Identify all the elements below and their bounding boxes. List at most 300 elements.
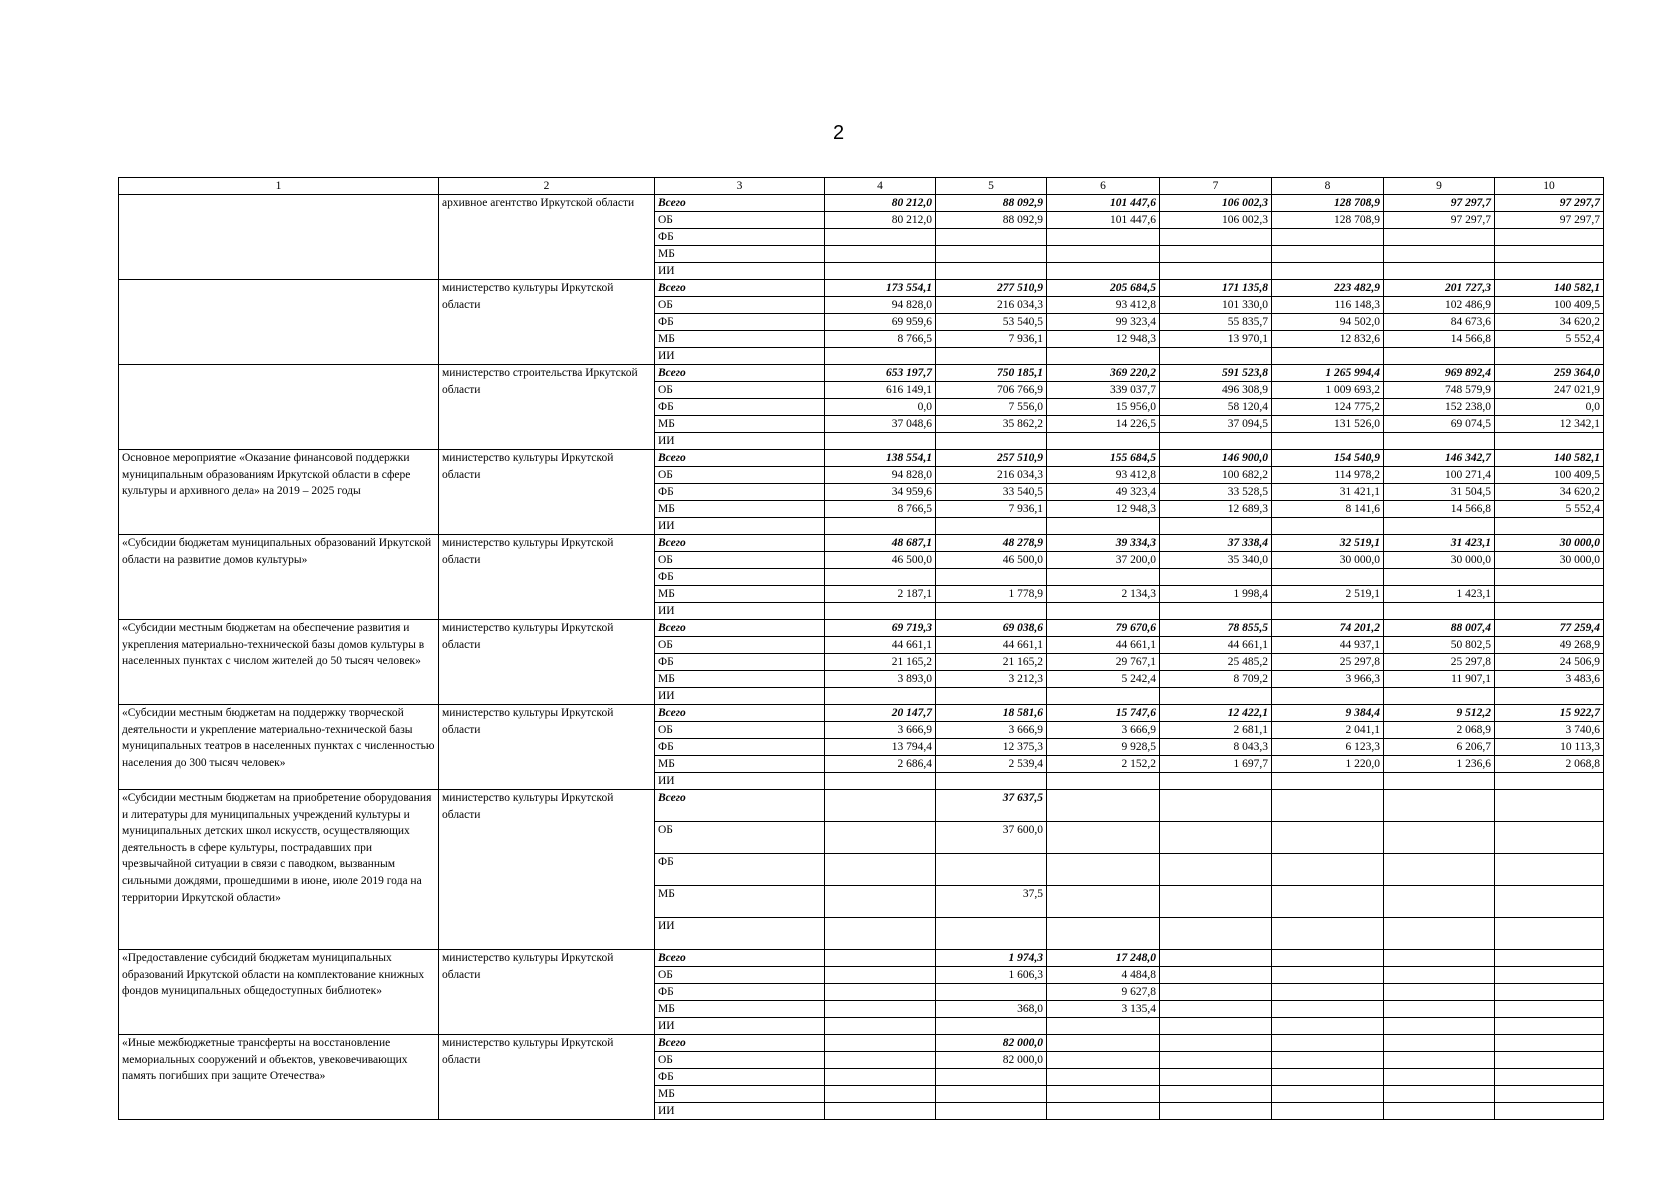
value-cell — [1160, 854, 1272, 886]
value-cell — [1495, 229, 1604, 246]
organization-cell: министерство строительства Иркутской области — [439, 365, 655, 450]
value-cell — [1047, 1086, 1160, 1103]
funding-source-cell: ОБ — [655, 722, 825, 739]
value-cell — [1495, 518, 1604, 535]
value-cell — [825, 1086, 936, 1103]
value-cell: 50 802,5 — [1384, 637, 1495, 654]
value-cell — [1047, 433, 1160, 450]
value-cell: 155 684,5 — [1047, 450, 1160, 467]
value-cell — [825, 263, 936, 280]
value-cell — [1047, 1035, 1160, 1052]
value-cell: 31 504,5 — [1384, 484, 1495, 501]
value-cell: 82 000,0 — [936, 1052, 1047, 1069]
value-cell: 116 148,3 — [1272, 297, 1384, 314]
value-cell: 34 959,6 — [825, 484, 936, 501]
value-cell — [1272, 1086, 1384, 1103]
value-cell: 8 766,5 — [825, 331, 936, 348]
value-cell: 88 092,9 — [936, 195, 1047, 212]
value-cell — [825, 229, 936, 246]
organization-cell: министерство культуры Иркутской области — [439, 950, 655, 1035]
value-cell — [1495, 854, 1604, 886]
value-cell — [1047, 822, 1160, 854]
value-cell — [1272, 1069, 1384, 1086]
value-cell: 1 606,3 — [936, 967, 1047, 984]
value-cell — [936, 1018, 1047, 1035]
value-cell: 31 421,1 — [1272, 484, 1384, 501]
value-cell: 1 697,7 — [1160, 756, 1272, 773]
value-cell: 7 556,0 — [936, 399, 1047, 416]
value-cell — [1160, 790, 1272, 822]
funding-source-cell: ИИ — [655, 688, 825, 705]
value-cell: 3 666,9 — [936, 722, 1047, 739]
value-cell — [1272, 569, 1384, 586]
value-cell — [1495, 246, 1604, 263]
value-cell: 496 308,9 — [1160, 382, 1272, 399]
value-cell: 18 581,6 — [936, 705, 1047, 722]
value-cell: 277 510,9 — [936, 280, 1047, 297]
funding-source-cell: МБ — [655, 671, 825, 688]
value-cell — [936, 263, 1047, 280]
value-cell: 21 165,2 — [936, 654, 1047, 671]
value-cell — [1384, 1018, 1495, 1035]
value-cell — [936, 854, 1047, 886]
value-cell — [1047, 569, 1160, 586]
organization-cell: министерство культуры Иркутской области — [439, 280, 655, 365]
value-cell — [1384, 1001, 1495, 1018]
value-cell: 146 342,7 — [1384, 450, 1495, 467]
value-cell — [1047, 1018, 1160, 1035]
value-cell: 9 512,2 — [1384, 705, 1495, 722]
value-cell — [1160, 246, 1272, 263]
value-cell — [1384, 984, 1495, 1001]
value-cell — [825, 518, 936, 535]
value-cell: 216 034,3 — [936, 467, 1047, 484]
value-cell — [1384, 1103, 1495, 1120]
funding-source-cell: МБ — [655, 246, 825, 263]
value-cell — [1272, 967, 1384, 984]
funding-source-cell: ОБ — [655, 1052, 825, 1069]
value-cell — [825, 1035, 936, 1052]
funding-source-cell: ФБ — [655, 984, 825, 1001]
value-cell: 9 384,4 — [1272, 705, 1384, 722]
value-cell: 46 500,0 — [825, 552, 936, 569]
value-cell: 1 998,4 — [1160, 586, 1272, 603]
value-cell — [1047, 918, 1160, 950]
value-cell — [1272, 854, 1384, 886]
funding-source-cell: ФБ — [655, 654, 825, 671]
value-cell — [1160, 433, 1272, 450]
value-cell — [825, 967, 936, 984]
value-cell: 44 661,1 — [825, 637, 936, 654]
funding-source-cell: ИИ — [655, 773, 825, 790]
value-cell: 152 238,0 — [1384, 399, 1495, 416]
column-header: 6 — [1047, 178, 1160, 195]
value-cell — [1384, 854, 1495, 886]
value-cell — [1384, 246, 1495, 263]
value-cell: 15 956,0 — [1047, 399, 1160, 416]
column-header-row — [119, 178, 1604, 195]
value-cell — [1495, 790, 1604, 822]
value-cell: 74 201,2 — [1272, 620, 1384, 637]
value-cell — [1160, 918, 1272, 950]
value-cell: 37,5 — [936, 886, 1047, 918]
table-row — [119, 450, 1604, 467]
value-cell: 12 948,3 — [1047, 331, 1160, 348]
value-cell: 100 409,5 — [1495, 297, 1604, 314]
event-cell: «Субсидии местным бюджетам на поддержку творческой деятельности и укрепление материально-технической базы муниципальных театров в населенных пунктах с численностью населения до 300 тысяч человек» — [119, 705, 439, 790]
value-cell: 5 552,4 — [1495, 501, 1604, 518]
value-cell: 0,0 — [825, 399, 936, 416]
value-cell — [936, 773, 1047, 790]
value-cell: 12 422,1 — [1160, 705, 1272, 722]
value-cell: 35 862,2 — [936, 416, 1047, 433]
value-cell: 58 120,4 — [1160, 399, 1272, 416]
value-cell: 0,0 — [1495, 399, 1604, 416]
value-cell: 2 187,1 — [825, 586, 936, 603]
value-cell — [1160, 1001, 1272, 1018]
value-cell: 9 627,8 — [1047, 984, 1160, 1001]
column-header: 4 — [825, 178, 936, 195]
value-cell — [1160, 1035, 1272, 1052]
funding-source-cell: МБ — [655, 416, 825, 433]
value-cell: 33 528,5 — [1160, 484, 1272, 501]
value-cell: 37 338,4 — [1160, 535, 1272, 552]
value-cell: 4 484,8 — [1047, 967, 1160, 984]
value-cell — [1495, 1018, 1604, 1035]
funding-source-cell: ФБ — [655, 854, 825, 886]
organization-cell: министерство культуры Иркутской области — [439, 535, 655, 620]
value-cell: 97 297,7 — [1495, 212, 1604, 229]
value-cell: 94 828,0 — [825, 467, 936, 484]
value-cell — [1047, 1052, 1160, 1069]
value-cell: 69 959,6 — [825, 314, 936, 331]
funding-source-cell: ФБ — [655, 399, 825, 416]
value-cell: 138 554,1 — [825, 450, 936, 467]
organization-cell: министерство культуры Иркутской области — [439, 790, 655, 950]
value-cell — [825, 1001, 936, 1018]
funding-source-cell: ФБ — [655, 484, 825, 501]
value-cell — [1272, 918, 1384, 950]
value-cell — [1160, 1103, 1272, 1120]
value-cell: 9 928,5 — [1047, 739, 1160, 756]
value-cell — [1384, 688, 1495, 705]
value-cell — [1495, 822, 1604, 854]
value-cell: 97 297,7 — [1384, 212, 1495, 229]
funding-source-cell: ИИ — [655, 603, 825, 620]
funding-source-cell: Всего — [655, 790, 825, 822]
value-cell: 2 686,4 — [825, 756, 936, 773]
value-cell — [1272, 790, 1384, 822]
value-cell — [1495, 950, 1604, 967]
value-cell: 69 038,6 — [936, 620, 1047, 637]
value-cell — [1272, 433, 1384, 450]
value-cell — [1495, 967, 1604, 984]
table-row — [119, 1035, 1604, 1052]
value-cell — [1160, 263, 1272, 280]
value-cell — [1047, 246, 1160, 263]
value-cell: 146 900,0 — [1160, 450, 1272, 467]
value-cell — [1047, 518, 1160, 535]
value-cell — [936, 348, 1047, 365]
value-cell: 12 948,3 — [1047, 501, 1160, 518]
value-cell: 969 892,4 — [1384, 365, 1495, 382]
value-cell — [1272, 950, 1384, 967]
value-cell — [1272, 1018, 1384, 1035]
funding-source-cell: ОБ — [655, 637, 825, 654]
funding-source-cell: ОБ — [655, 212, 825, 229]
value-cell — [1160, 348, 1272, 365]
value-cell — [1495, 1086, 1604, 1103]
value-cell — [1047, 603, 1160, 620]
funding-source-cell: МБ — [655, 886, 825, 918]
value-cell: 1 423,1 — [1384, 586, 1495, 603]
value-cell: 93 412,8 — [1047, 297, 1160, 314]
value-cell — [1047, 1103, 1160, 1120]
value-cell: 100 682,2 — [1160, 467, 1272, 484]
funding-source-cell: ОБ — [655, 967, 825, 984]
value-cell — [1160, 773, 1272, 790]
value-cell — [1495, 984, 1604, 1001]
value-cell — [936, 569, 1047, 586]
funding-source-cell: ИИ — [655, 1018, 825, 1035]
value-cell: 69 074,5 — [1384, 416, 1495, 433]
value-cell — [825, 603, 936, 620]
value-cell: 20 147,7 — [825, 705, 936, 722]
value-cell — [1160, 984, 1272, 1001]
funding-source-cell: Всего — [655, 535, 825, 552]
value-cell — [1384, 886, 1495, 918]
funding-source-cell: Всего — [655, 365, 825, 382]
value-cell: 1 236,6 — [1384, 756, 1495, 773]
value-cell — [1495, 569, 1604, 586]
organization-cell: министерство культуры Иркутской области — [439, 705, 655, 790]
value-cell — [1047, 854, 1160, 886]
value-cell: 49 323,4 — [1047, 484, 1160, 501]
funding-source-cell: МБ — [655, 586, 825, 603]
funding-source-cell: МБ — [655, 331, 825, 348]
value-cell: 114 978,2 — [1272, 467, 1384, 484]
value-cell: 140 582,1 — [1495, 280, 1604, 297]
value-cell: 15 922,7 — [1495, 705, 1604, 722]
budget-table — [118, 177, 1604, 1120]
table-row — [119, 535, 1604, 552]
value-cell: 369 220,2 — [1047, 365, 1160, 382]
value-cell: 8 766,5 — [825, 501, 936, 518]
funding-source-cell: ОБ — [655, 382, 825, 399]
value-cell — [1047, 348, 1160, 365]
value-cell: 131 526,0 — [1272, 416, 1384, 433]
value-cell: 15 747,6 — [1047, 705, 1160, 722]
value-cell — [1495, 603, 1604, 620]
value-cell: 88 007,4 — [1384, 620, 1495, 637]
value-cell: 17 248,0 — [1047, 950, 1160, 967]
value-cell: 257 510,9 — [936, 450, 1047, 467]
value-cell: 97 297,7 — [1495, 195, 1604, 212]
funding-source-cell: ИИ — [655, 518, 825, 535]
column-header: 7 — [1160, 178, 1272, 195]
value-cell — [936, 518, 1047, 535]
value-cell: 93 412,8 — [1047, 467, 1160, 484]
value-cell: 1 009 693,2 — [1272, 382, 1384, 399]
funding-source-cell: ИИ — [655, 348, 825, 365]
value-cell — [825, 790, 936, 822]
page-number: 2 — [833, 122, 845, 144]
funding-source-cell: ОБ — [655, 822, 825, 854]
value-cell — [825, 1018, 936, 1035]
event-cell — [119, 280, 439, 365]
value-cell — [1160, 886, 1272, 918]
value-cell: 37 048,6 — [825, 416, 936, 433]
value-cell: 80 212,0 — [825, 212, 936, 229]
value-cell: 37 200,0 — [1047, 552, 1160, 569]
value-cell: 78 855,5 — [1160, 620, 1272, 637]
value-cell — [1495, 1069, 1604, 1086]
value-cell: 5 242,4 — [1047, 671, 1160, 688]
value-cell: 30 000,0 — [1384, 552, 1495, 569]
table-row — [119, 365, 1604, 382]
value-cell: 80 212,0 — [825, 195, 936, 212]
value-cell — [1160, 950, 1272, 967]
value-cell: 94 828,0 — [825, 297, 936, 314]
value-cell: 216 034,3 — [936, 297, 1047, 314]
funding-source-cell: ИИ — [655, 263, 825, 280]
value-cell — [936, 1069, 1047, 1086]
value-cell — [1384, 950, 1495, 967]
value-cell — [1272, 246, 1384, 263]
funding-source-cell: Всего — [655, 280, 825, 297]
value-cell — [1495, 688, 1604, 705]
value-cell: 3 666,9 — [825, 722, 936, 739]
column-header: 5 — [936, 178, 1047, 195]
value-cell: 591 523,8 — [1160, 365, 1272, 382]
event-cell: «Иные межбюджетные трансферты на восстановление мемориальных сооружений и объектов, увековечивающих память погибших при защите Отечества» — [119, 1035, 439, 1120]
value-cell — [825, 348, 936, 365]
value-cell: 49 268,9 — [1495, 637, 1604, 654]
funding-source-cell: Всего — [655, 950, 825, 967]
value-cell — [936, 603, 1047, 620]
value-cell — [1384, 1052, 1495, 1069]
value-cell: 3 966,3 — [1272, 671, 1384, 688]
value-cell: 99 323,4 — [1047, 314, 1160, 331]
value-cell — [825, 688, 936, 705]
column-header: 8 — [1272, 178, 1384, 195]
value-cell: 97 297,7 — [1384, 195, 1495, 212]
column-header: 10 — [1495, 178, 1604, 195]
value-cell: 13 794,4 — [825, 739, 936, 756]
value-cell — [825, 854, 936, 886]
table-row — [119, 950, 1604, 967]
funding-source-cell: ФБ — [655, 229, 825, 246]
value-cell: 173 554,1 — [825, 280, 936, 297]
value-cell — [1384, 229, 1495, 246]
value-cell — [825, 918, 936, 950]
value-cell — [1384, 603, 1495, 620]
value-cell — [1384, 1035, 1495, 1052]
value-cell: 247 021,9 — [1495, 382, 1604, 399]
value-cell: 37 094,5 — [1160, 416, 1272, 433]
value-cell — [1384, 348, 1495, 365]
value-cell: 44 661,1 — [936, 637, 1047, 654]
value-cell — [825, 1052, 936, 1069]
table-row — [119, 790, 1604, 822]
value-cell — [1495, 1035, 1604, 1052]
value-cell: 48 687,1 — [825, 535, 936, 552]
value-cell: 14 566,8 — [1384, 501, 1495, 518]
value-cell — [1495, 586, 1604, 603]
value-cell: 44 661,1 — [1047, 637, 1160, 654]
event-cell — [119, 365, 439, 450]
value-cell: 101 447,6 — [1047, 195, 1160, 212]
value-cell — [936, 1086, 1047, 1103]
value-cell: 1 265 994,4 — [1272, 365, 1384, 382]
value-cell — [936, 688, 1047, 705]
value-cell: 3 666,9 — [1047, 722, 1160, 739]
table-row — [119, 620, 1604, 637]
table-row — [119, 705, 1604, 722]
event-cell: «Субсидии местным бюджетам на приобретение оборудования и литературы для муниципальных учреждений культуры и муниципальных детских школ искусств, осуществляющих деятельность в сфере культуры, пострадавших при чрезвычайной ситуации в связи с паводком, вызванным сильными дождями, прошедшими в июне, июле 2019 года на территории Иркутской области» — [119, 790, 439, 950]
value-cell — [1047, 229, 1160, 246]
value-cell: 1 778,9 — [936, 586, 1047, 603]
value-cell — [1495, 348, 1604, 365]
value-cell: 31 423,1 — [1384, 535, 1495, 552]
value-cell — [1384, 518, 1495, 535]
organization-cell: министерство культуры Иркутской области — [439, 450, 655, 535]
event-cell: Основное мероприятие «Оказание финансовой поддержки муниципальным образованиям Иркутской области в сфере культуры и архивного дела» на 2019 – 2025 годы — [119, 450, 439, 535]
value-cell — [825, 950, 936, 967]
value-cell: 201 727,3 — [1384, 280, 1495, 297]
value-cell — [1495, 886, 1604, 918]
value-cell — [1160, 822, 1272, 854]
value-cell — [825, 984, 936, 1001]
value-cell — [1272, 886, 1384, 918]
value-cell: 11 907,1 — [1384, 671, 1495, 688]
value-cell: 653 197,7 — [825, 365, 936, 382]
funding-source-cell: ФБ — [655, 569, 825, 586]
value-cell — [1384, 790, 1495, 822]
value-cell — [1272, 1052, 1384, 1069]
value-cell: 100 409,5 — [1495, 467, 1604, 484]
value-cell — [1047, 263, 1160, 280]
value-cell: 2 041,1 — [1272, 722, 1384, 739]
value-cell — [825, 886, 936, 918]
value-cell: 25 297,8 — [1272, 654, 1384, 671]
value-cell: 2 068,9 — [1384, 722, 1495, 739]
funding-source-cell: МБ — [655, 1086, 825, 1103]
value-cell: 3 212,3 — [936, 671, 1047, 688]
value-cell: 33 540,5 — [936, 484, 1047, 501]
funding-source-cell: ИИ — [655, 1103, 825, 1120]
value-cell: 12 689,3 — [1160, 501, 1272, 518]
funding-source-cell: ФБ — [655, 1069, 825, 1086]
value-cell — [825, 246, 936, 263]
value-cell — [1384, 1069, 1495, 1086]
value-cell — [825, 822, 936, 854]
value-cell: 82 000,0 — [936, 1035, 1047, 1052]
value-cell — [1272, 1103, 1384, 1120]
value-cell: 616 149,1 — [825, 382, 936, 399]
funding-source-cell: МБ — [655, 1001, 825, 1018]
value-cell: 53 540,5 — [936, 314, 1047, 331]
value-cell: 3 740,6 — [1495, 722, 1604, 739]
value-cell: 32 519,1 — [1272, 535, 1384, 552]
value-cell — [1384, 967, 1495, 984]
value-cell — [1160, 518, 1272, 535]
organization-cell: архивное агентство Иркутской области — [439, 195, 655, 280]
value-cell — [825, 773, 936, 790]
value-cell: 124 775,2 — [1272, 399, 1384, 416]
funding-source-cell: МБ — [655, 501, 825, 518]
value-cell: 12 375,3 — [936, 739, 1047, 756]
